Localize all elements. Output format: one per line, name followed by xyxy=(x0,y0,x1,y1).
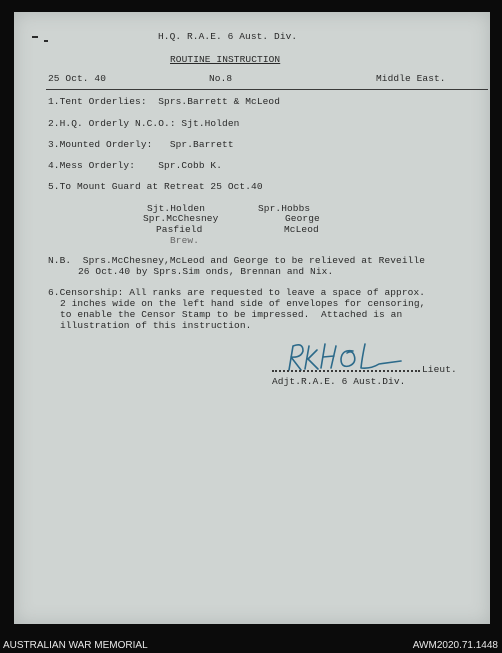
unit-heading: H.Q. R.A.E. 6 Aust. Div. xyxy=(158,31,298,42)
item-mess-orderly: 4.Mess Orderly: Spr.Cobb K. xyxy=(48,160,223,171)
item-hq-orderly: 2.H.Q. Orderly N.C.O.: Sjt.Holden xyxy=(48,118,240,129)
nb-note-line: 26 Oct.40 by Sprs.Sim onds, Brennan and Nix. xyxy=(78,266,334,277)
handwritten-signature xyxy=(283,340,423,374)
guard-name: Spr.McChesney xyxy=(143,213,219,224)
header-rule xyxy=(46,89,488,90)
footer-accession-number: AWM2020.71.1448 xyxy=(412,640,498,651)
signature-rank: Lieut. xyxy=(422,364,457,375)
guard-name: George xyxy=(285,213,320,224)
item-tent-orderlies: 1.Tent Orderlies: Sprs.Barrett & McLeod xyxy=(48,96,281,107)
guard-name: Pasfield xyxy=(156,224,203,235)
censorship-line: illustration of this instruction. xyxy=(60,320,252,331)
censorship-line: to enable the Censor Stamp to be impressed. Attached is an xyxy=(60,309,403,320)
instruction-number: No.8 xyxy=(209,73,233,84)
nb-note-line: N.B. Sprs.McChesney,McLeod and George to be relieved at Reveille xyxy=(48,255,426,266)
document-date: 25 Oct. 40 xyxy=(48,73,107,84)
guard-name: McLeod xyxy=(284,224,319,235)
signature-line xyxy=(272,370,420,372)
item-mounted-orderly: 3.Mounted Orderly: Spr.Barrett xyxy=(48,139,234,150)
censorship-line: 6.Censorship: All ranks are requested to leave a space of approx. xyxy=(48,287,426,298)
punch-mark xyxy=(44,40,48,42)
item-mount-guard: 5.To Mount Guard at Retreat 25 Oct.40 xyxy=(48,181,263,192)
footer-source: AUSTRALIAN WAR MEMORIAL xyxy=(3,640,148,651)
signature-title: Adjt.R.A.E. 6 Aust.Div. xyxy=(272,376,406,387)
punch-mark xyxy=(32,36,38,38)
location: Middle East. xyxy=(376,73,446,84)
guard-name: Spr.Hobbs xyxy=(258,203,311,214)
censorship-line: 2 inches wide on the left hand side of envelopes for censoring, xyxy=(60,298,426,309)
guard-name: Sjt.Holden xyxy=(147,203,206,214)
guard-name: Brew. xyxy=(170,235,200,246)
document-title: ROUTINE INSTRUCTION xyxy=(170,54,281,65)
